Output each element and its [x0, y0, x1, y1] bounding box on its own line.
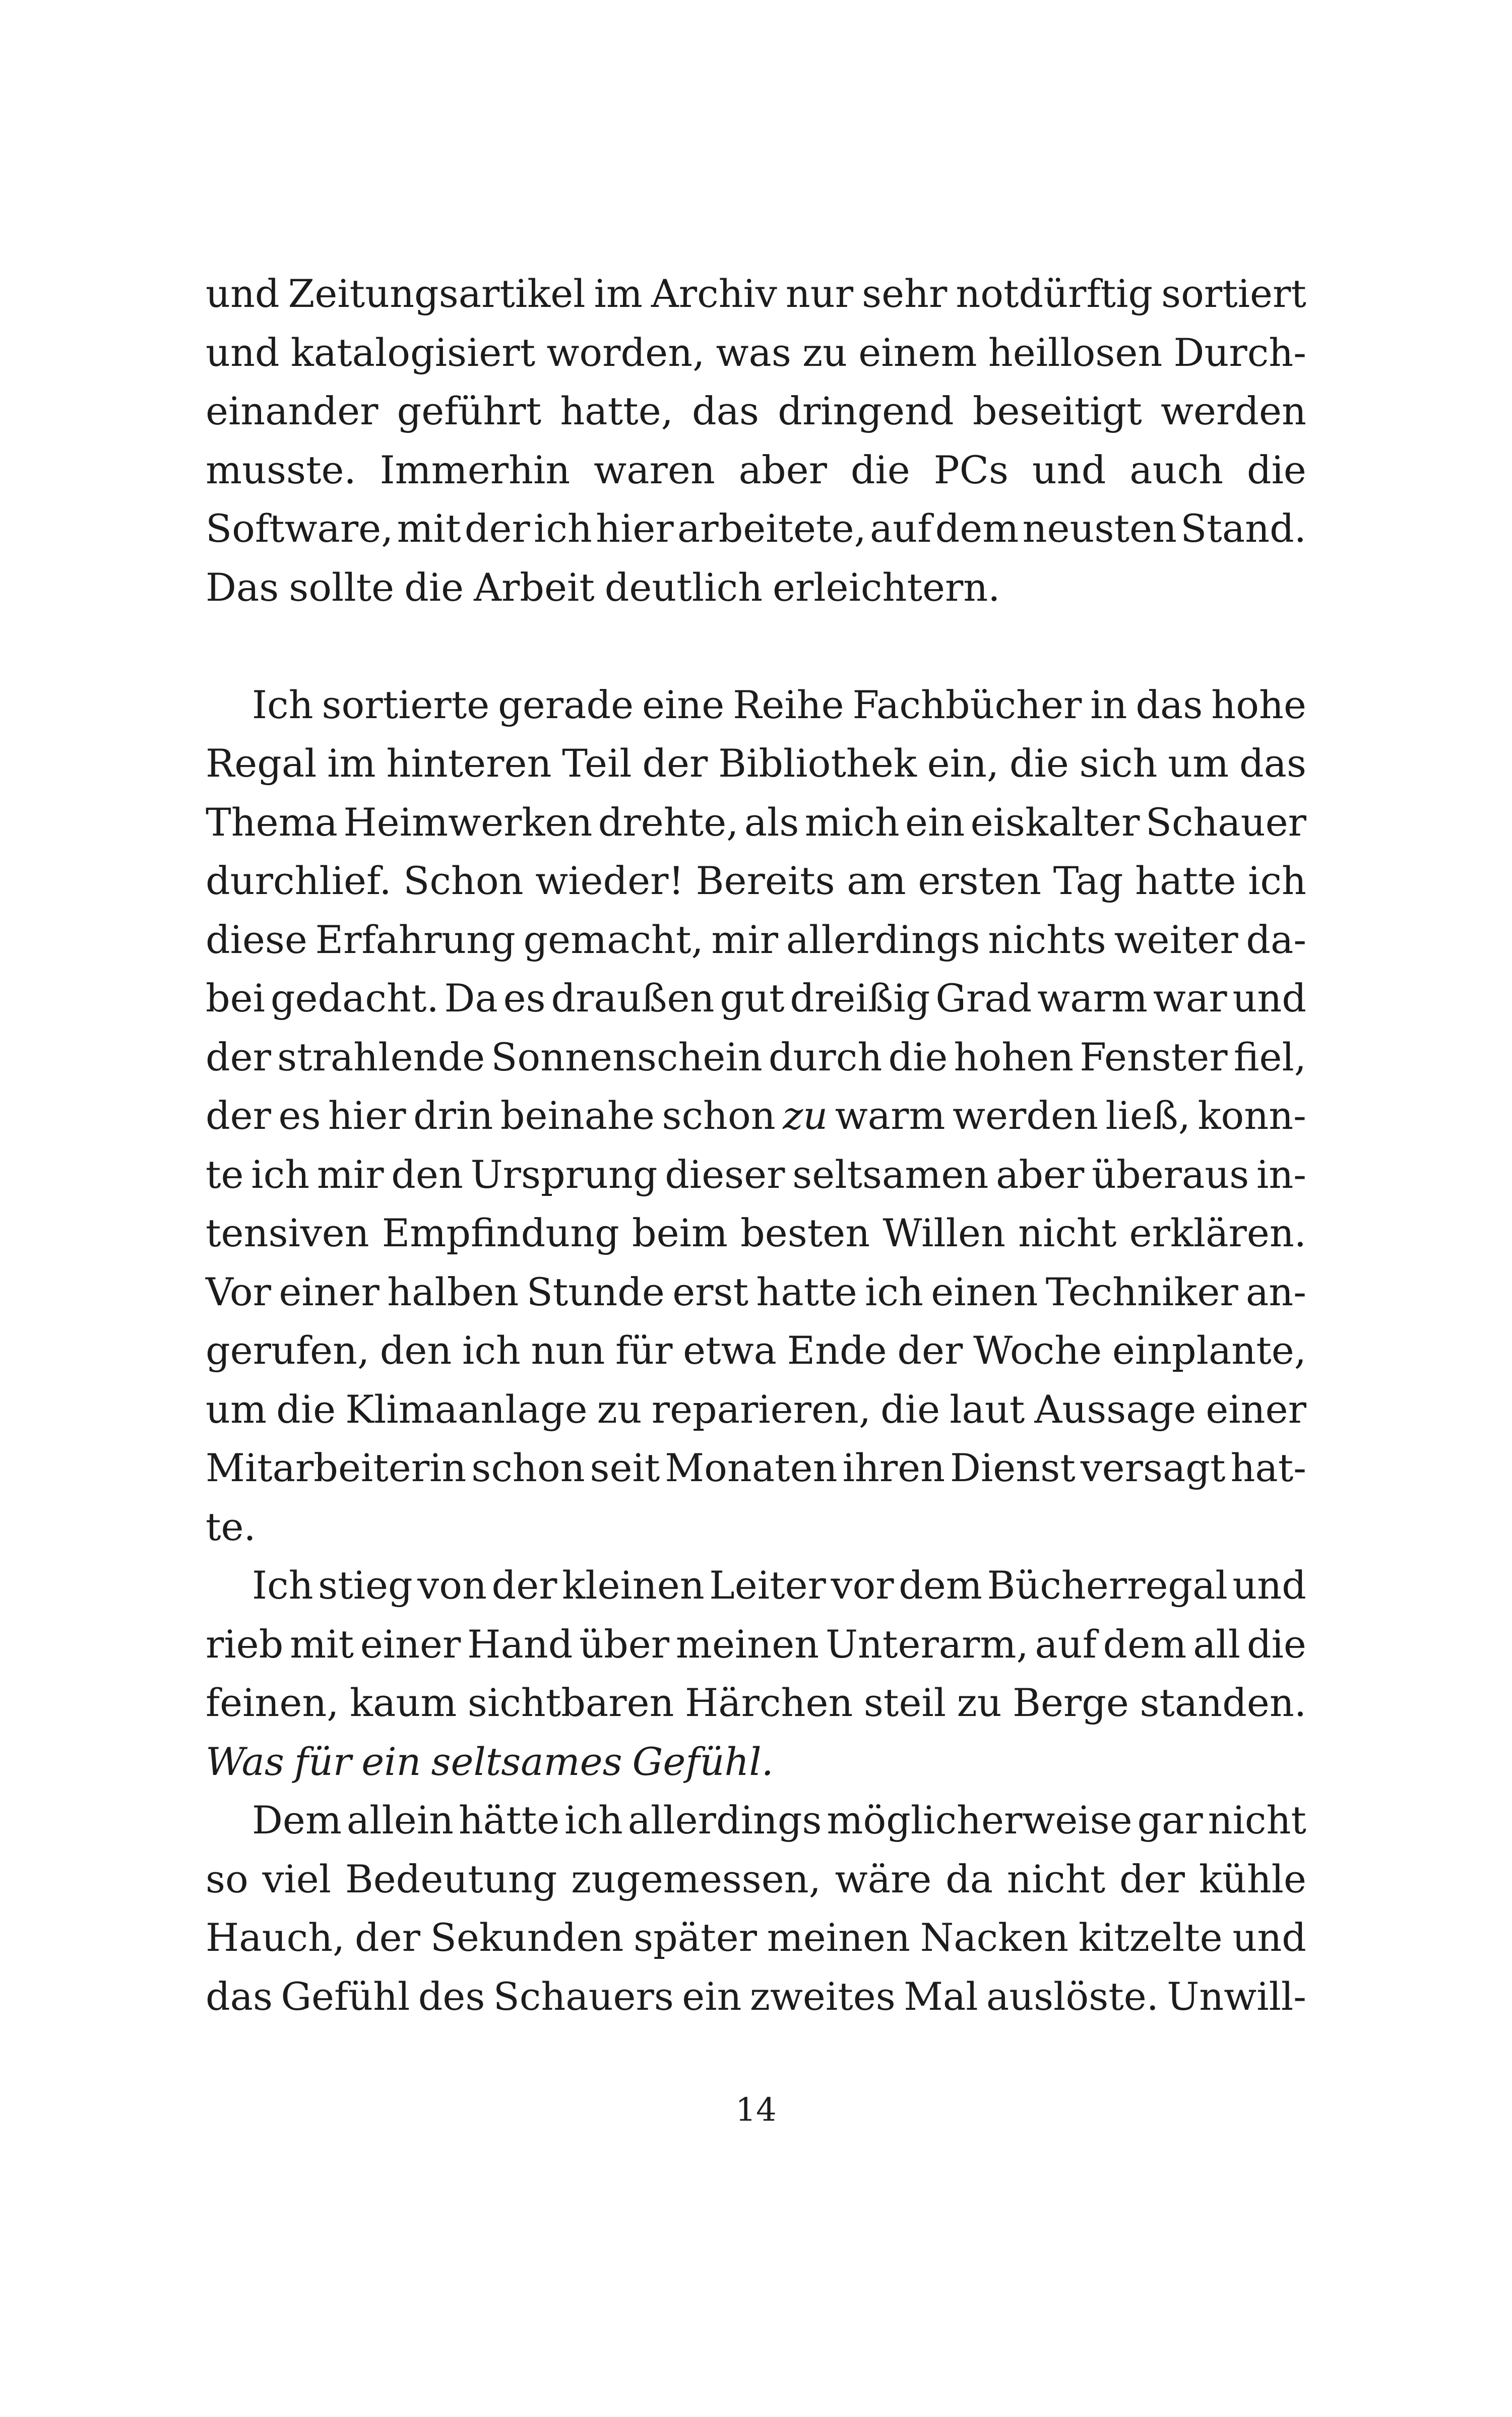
- word: den: [380, 1328, 452, 1373]
- word: neusten: [1022, 506, 1177, 551]
- word: Sonnenschein: [491, 1034, 763, 1079]
- word: ein,: [927, 741, 999, 786]
- word: über: [579, 1621, 670, 1667]
- paragraph: [206, 265, 1306, 617]
- word: hinteren: [386, 741, 552, 786]
- word: gut: [720, 976, 785, 1021]
- word: sichtbaren: [467, 1680, 674, 1725]
- word: ich: [251, 1152, 310, 1197]
- word: sortierte: [322, 682, 490, 727]
- word: gemacht,: [523, 917, 704, 962]
- word: Unwill-: [1167, 1974, 1306, 2019]
- text-line: [206, 441, 1306, 500]
- word: te: [206, 1152, 244, 1197]
- body-text: [206, 265, 1306, 2026]
- word: worden,: [546, 330, 705, 375]
- word: und: [1232, 1915, 1306, 1960]
- text-line: [206, 1380, 1306, 1439]
- word: Durch-: [1173, 330, 1306, 375]
- text-line: [206, 1909, 1306, 1967]
- word: besten: [740, 1211, 870, 1255]
- word: ich: [462, 1328, 521, 1373]
- word: der: [206, 1034, 271, 1079]
- text-line: [206, 1321, 1306, 1380]
- word: Härchen: [685, 1680, 853, 1725]
- word: Schon: [403, 858, 524, 903]
- word: dringend: [778, 389, 954, 433]
- text-line: [206, 1204, 1306, 1263]
- word: dem: [935, 506, 1019, 551]
- text-line: [206, 1146, 1306, 1204]
- word: durch: [768, 1034, 883, 1079]
- word: zweites: [749, 1974, 896, 2019]
- word: seltsamen: [792, 1152, 989, 1197]
- word: um: [206, 1386, 267, 1432]
- word: etwa: [683, 1328, 777, 1373]
- word: beim: [632, 1211, 728, 1255]
- word: geführt: [397, 389, 542, 433]
- word: was: [716, 330, 791, 375]
- word: Archiv: [651, 271, 777, 316]
- word: die: [880, 1386, 940, 1432]
- word: aber: [738, 447, 827, 492]
- word: seltsames: [431, 1739, 622, 1784]
- word: standen.: [1140, 1680, 1306, 1725]
- word: hohe: [1211, 682, 1306, 727]
- word: Sekunden: [430, 1915, 624, 1960]
- word: an-: [1246, 1269, 1306, 1314]
- word: te.: [206, 1504, 256, 1549]
- word: Was: [206, 1739, 284, 1784]
- word: einer: [1206, 1386, 1306, 1432]
- word: hier: [328, 1093, 406, 1138]
- word: für: [615, 1328, 673, 1373]
- word: schon: [471, 1445, 585, 1490]
- word: die: [404, 564, 464, 610]
- word: das: [692, 389, 759, 433]
- word: in: [1090, 682, 1127, 727]
- word: arbeitete,: [677, 506, 866, 551]
- word: das: [206, 1974, 273, 2019]
- word: aber: [996, 1152, 1085, 1197]
- word: Hand: [467, 1621, 573, 1667]
- word: die: [1246, 1621, 1306, 1667]
- word: weiter: [1114, 917, 1238, 962]
- word: überaus: [1092, 1152, 1249, 1197]
- word: reparieren,: [651, 1386, 871, 1432]
- word: ich: [1248, 858, 1306, 903]
- word: meinen: [767, 1915, 910, 1960]
- word: bei: [206, 976, 265, 1021]
- word: erklären.: [1129, 1211, 1306, 1255]
- word: Nacken: [920, 1915, 1069, 1960]
- word: im: [594, 271, 643, 316]
- word: Ich: [252, 1563, 313, 1608]
- word: zu: [597, 1386, 642, 1432]
- word: hat-: [1230, 1445, 1306, 1490]
- text-line: [206, 1498, 1306, 1557]
- word: beinahe: [500, 1093, 655, 1138]
- word: tensiven: [206, 1211, 369, 1255]
- text-line: [206, 793, 1306, 852]
- word: draußen: [551, 976, 715, 1021]
- text-line: [206, 911, 1306, 970]
- word: beseitigt: [972, 389, 1142, 433]
- word: Regal: [206, 741, 317, 786]
- word: Bücherregal: [987, 1563, 1228, 1608]
- word: einem: [858, 330, 977, 375]
- word: Reihe: [733, 682, 844, 727]
- word: gar: [1137, 1798, 1203, 1842]
- text-line: [206, 382, 1306, 441]
- word: Das: [206, 564, 279, 610]
- text-line: [206, 1791, 1306, 1850]
- word: die: [888, 1034, 948, 1079]
- word: zugemessen,: [571, 1856, 821, 1901]
- text-line: [206, 734, 1306, 793]
- word: nichts: [988, 917, 1106, 962]
- word: der: [206, 1093, 271, 1138]
- word: Immerhin: [380, 447, 571, 492]
- text-line: [206, 1087, 1306, 1146]
- word: notdürftig: [956, 271, 1153, 316]
- word: Arbeit: [474, 564, 595, 610]
- word: musste.: [206, 447, 356, 492]
- word: hatte: [756, 1269, 857, 1314]
- word: Gefühl.: [632, 1739, 774, 1784]
- word: auf: [869, 506, 932, 551]
- text-line: [206, 558, 1306, 617]
- word: Dienst: [950, 1445, 1076, 1490]
- word: um: [1168, 741, 1229, 786]
- word: PCs: [933, 447, 1009, 492]
- text-line: [206, 1850, 1306, 1909]
- word: mich: [804, 799, 900, 845]
- word: im: [327, 741, 376, 786]
- word: ersten: [918, 858, 1042, 903]
- word: ein: [361, 1739, 421, 1784]
- word: sehr: [862, 271, 948, 316]
- page-number: 14: [735, 2091, 777, 2129]
- word: hatte,: [560, 389, 673, 433]
- word: Techniker: [1045, 1269, 1238, 1314]
- word: nur: [785, 271, 854, 316]
- word: auch: [1129, 447, 1224, 492]
- word: all: [1193, 1621, 1241, 1667]
- word: eiskalter: [970, 799, 1140, 845]
- paragraph-gap: [206, 617, 1306, 676]
- word: es: [278, 1093, 321, 1138]
- word: hier: [596, 506, 674, 551]
- word: Vor: [206, 1269, 271, 1314]
- word: Willen: [883, 1211, 1005, 1255]
- word: die: [1009, 741, 1069, 786]
- word: halben: [387, 1269, 519, 1314]
- word: Teil: [562, 741, 632, 786]
- word: zu: [957, 1680, 1002, 1725]
- word: den: [391, 1152, 463, 1197]
- word: und: [1232, 976, 1306, 1021]
- word: stieg: [318, 1563, 413, 1608]
- word: Aussage: [1034, 1386, 1196, 1432]
- word: möglicherweise: [827, 1798, 1132, 1842]
- word: Thema: [206, 799, 338, 845]
- word: feinen,: [206, 1680, 339, 1725]
- word: seit: [590, 1445, 660, 1490]
- word: kitzelte: [1078, 1915, 1223, 1960]
- word: der: [642, 741, 708, 786]
- word: mir: [711, 917, 779, 962]
- word: werden: [952, 1093, 1098, 1138]
- word: des: [418, 1974, 485, 2019]
- word: nicht: [1208, 1798, 1306, 1842]
- word: nun: [531, 1328, 605, 1373]
- word: mit: [290, 1621, 354, 1667]
- word: das: [1239, 741, 1306, 786]
- word: ich: [564, 1798, 623, 1842]
- word: gedacht.: [270, 976, 439, 1021]
- word: kaum: [349, 1680, 457, 1725]
- word: von: [417, 1563, 487, 1608]
- word: Bibliothek: [718, 741, 917, 786]
- word: strahlende: [277, 1034, 485, 1079]
- word: wäre: [835, 1856, 932, 1901]
- word: später: [634, 1915, 757, 1960]
- word: gerade: [498, 682, 634, 727]
- word: Ich: [252, 682, 313, 727]
- word: Erfahrung: [315, 917, 516, 962]
- word: Dem: [252, 1798, 342, 1842]
- word: die: [850, 447, 910, 492]
- word: Fenster: [1080, 1034, 1228, 1079]
- text-line: [206, 676, 1306, 735]
- word: Berge: [1013, 1680, 1129, 1725]
- word: Leiter: [709, 1563, 826, 1608]
- word: Bereits: [696, 858, 835, 903]
- word: warm: [835, 1093, 946, 1138]
- word: ich: [865, 1269, 923, 1314]
- word: zu: [783, 1093, 828, 1138]
- word: hohen: [954, 1034, 1074, 1079]
- word: waren: [594, 447, 715, 492]
- word: Monaten: [665, 1445, 838, 1490]
- text-line: [206, 1263, 1306, 1322]
- word: und: [1232, 1563, 1306, 1608]
- word: Woche: [973, 1328, 1102, 1373]
- word: der: [897, 1328, 963, 1373]
- word: wieder!: [535, 858, 684, 903]
- word: Mitarbeiterin: [206, 1445, 467, 1490]
- text-line: [206, 1439, 1306, 1498]
- word: für: [294, 1739, 352, 1784]
- word: hätte: [458, 1798, 560, 1842]
- word: so: [206, 1856, 248, 1901]
- word: Da: [444, 976, 498, 1021]
- word: mit: [397, 506, 461, 551]
- word: allein: [346, 1798, 454, 1842]
- word: drehte,: [598, 799, 739, 845]
- word: Stand.: [1180, 506, 1306, 551]
- text-line: [206, 1615, 1306, 1674]
- word: Unterarm,: [825, 1621, 1029, 1667]
- text-line: [206, 969, 1306, 1028]
- word: war: [1153, 976, 1227, 1021]
- word: vor: [831, 1563, 894, 1608]
- word: am: [847, 858, 906, 903]
- word: dem: [899, 1563, 982, 1608]
- word: zu: [802, 330, 848, 375]
- word: Schauer: [1145, 799, 1306, 845]
- word: erleichtern.: [773, 564, 1000, 610]
- paragraph: [206, 676, 1306, 1557]
- word: gerufen,: [206, 1328, 370, 1373]
- word: Schauers: [493, 1974, 674, 2019]
- word: ließ,: [1105, 1093, 1190, 1138]
- word: Bedeutung: [345, 1856, 557, 1901]
- word: dreißig: [790, 976, 930, 1021]
- word: Mal: [904, 1974, 978, 2019]
- paragraph: [206, 1556, 1306, 1791]
- word: sollte: [289, 564, 395, 610]
- word: und: [206, 330, 280, 375]
- text-line: [206, 852, 1306, 911]
- word: ein: [682, 1974, 742, 2019]
- word: kühle: [1199, 1856, 1306, 1901]
- word: einen: [931, 1269, 1038, 1314]
- word: laut: [950, 1386, 1025, 1432]
- word: Gefühl: [281, 1974, 410, 2019]
- text-line: [206, 499, 1306, 558]
- paragraph: [206, 1791, 1306, 2026]
- word: nicht: [1018, 1211, 1117, 1255]
- word: einer: [279, 1269, 380, 1314]
- word: eine: [642, 682, 725, 727]
- word: erst: [672, 1269, 749, 1314]
- word: heillosen: [988, 330, 1163, 375]
- word: dieser: [665, 1152, 785, 1197]
- word: auf: [1035, 1621, 1097, 1667]
- word: dem: [1103, 1621, 1187, 1667]
- word: auslöste.: [986, 1974, 1159, 2019]
- word: einer: [360, 1621, 461, 1667]
- text-line: [206, 1967, 1306, 2026]
- word: rieb: [206, 1621, 284, 1667]
- word: die: [1246, 447, 1306, 492]
- word: einander: [206, 389, 379, 433]
- word: mir: [317, 1152, 384, 1197]
- word: nicht: [1006, 1856, 1106, 1901]
- word: katalogisiert: [290, 330, 536, 375]
- text-line: [206, 1674, 1306, 1733]
- word: Software,: [206, 506, 394, 551]
- word: der: [1119, 1856, 1185, 1901]
- text-line: [206, 1556, 1306, 1615]
- word: sich: [1079, 741, 1158, 786]
- word: da-: [1246, 917, 1306, 962]
- word: deutlich: [604, 564, 763, 610]
- word: allerdings: [786, 917, 980, 962]
- word: konn-: [1198, 1093, 1306, 1138]
- word: und: [206, 271, 280, 316]
- word: warm: [1037, 976, 1148, 1021]
- word: schon: [662, 1093, 776, 1138]
- word: Heimwerken: [343, 799, 593, 845]
- word: werden: [1160, 389, 1306, 433]
- word: allerdings: [627, 1798, 822, 1842]
- word: drin: [413, 1093, 493, 1138]
- word: in-: [1256, 1152, 1306, 1197]
- text-line: [206, 1028, 1306, 1087]
- word: da: [946, 1856, 993, 1901]
- word: diese: [206, 917, 307, 962]
- text-line: [206, 1733, 1306, 1792]
- text-line: [206, 265, 1306, 324]
- word: der: [491, 1563, 557, 1608]
- word: ihren: [842, 1445, 946, 1490]
- word: der: [464, 506, 530, 551]
- word: ich: [534, 506, 592, 551]
- word: Grad: [935, 976, 1032, 1021]
- word: Tag: [1053, 858, 1123, 903]
- word: das: [1136, 682, 1203, 727]
- word: versagt: [1080, 1445, 1226, 1490]
- word: die: [276, 1386, 336, 1432]
- word: Ursprung: [470, 1152, 658, 1197]
- word: steil: [863, 1680, 947, 1725]
- word: Hauch,: [206, 1915, 345, 1960]
- word: als: [744, 799, 799, 845]
- word: es: [503, 976, 546, 1021]
- word: viel: [262, 1856, 332, 1901]
- word: sortiert: [1161, 271, 1306, 316]
- word: Klimaanlage: [345, 1386, 588, 1432]
- word: hatte: [1135, 858, 1236, 903]
- word: und: [1032, 447, 1106, 492]
- word: ein: [905, 799, 965, 845]
- word: einplante,: [1112, 1328, 1306, 1373]
- word: Ende: [787, 1328, 887, 1373]
- word: meinen: [675, 1621, 820, 1667]
- text-line: [206, 324, 1306, 383]
- word: Fachbücher: [852, 682, 1082, 727]
- word: Empfindung: [382, 1211, 619, 1255]
- word: durchlief.: [206, 858, 392, 903]
- word: Stunde: [526, 1269, 665, 1314]
- word: der: [355, 1915, 420, 1960]
- word: Zeitungsartikel: [288, 271, 586, 316]
- word: fiel,: [1233, 1034, 1306, 1079]
- word: kleinen: [562, 1563, 705, 1608]
